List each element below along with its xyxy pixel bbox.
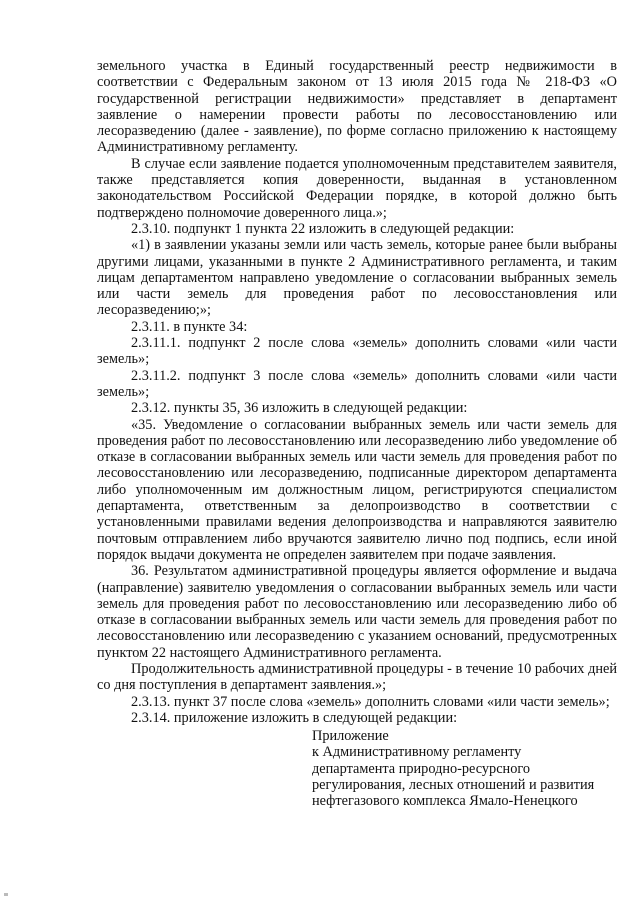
scan-edge-mark (4, 893, 8, 896)
paragraph-continuation: земельного участка в Единый государственный реестр недвижимости в соответствии с Федеральным законом от 13 июля 2015 года № 218-ФЗ «О государственной регистрации недвижимости» представляет в департамент заявление о намерении провести работы по лесовосстановлению или лесоразведению (далее - заявление), по форме согласно приложению к настоящему Административному регламенту. (97, 58, 617, 156)
paragraph-2-3-11-1: 2.3.11.1. подпункт 2 после слова «земель» дополнить словами «или части земель»; (97, 335, 617, 368)
paragraph-2-3-11: 2.3.11. в пункте 34: (131, 318, 248, 335)
document-page (97, 58, 617, 810)
paragraph-duration: Продолжительность административной процедуры - в течение 10 рабочих дней со дня поступления в департамент заявления.»; (97, 660, 617, 694)
appendix-line: Приложение (312, 728, 389, 745)
paragraph-2-3-12: 2.3.12. пункты 35, 36 изложить в следующей редакции: (131, 400, 468, 417)
paragraph-representative: В случае если заявление подается уполномоченным представителем заявителя, также представляется копия доверенности, выданная в установленном законодательством Российской Федерации порядке, в которой должно быть подтверждено полномочие доверенного лица.»; (97, 155, 617, 221)
appendix-header (312, 728, 617, 809)
appendix-line: нефтегазового комплекса Ямало-Ненецкого (312, 793, 578, 810)
paragraph-2-3-11-2: 2.3.11.2. подпункт 3 после слова «земель» дополнить словами «или части земель»; (97, 367, 617, 400)
paragraph-2-3-10: 2.3.10. подпункт 1 пункта 22 изложить в следующей редакции: (131, 220, 515, 237)
paragraph-2-3-13: 2.3.13. пункт 37 после слова «земель» дополнить словами «или части земель»; (131, 693, 610, 710)
paragraph-point-36: 36. Результатом административной процедуры является оформление и выдача (направление) заявителю уведомления о согласовании выбранных земель или части земель для проведения работ по лесовосстановлению или лесоразведению либо об отказе в согласовании выбранных земель или части земель для проведения работ по лесовосстановлению или лесоразведению с указанием оснований, предусмотренных пунктом 22 настоящего Административного регламента. (97, 563, 617, 661)
paragraph-subpoint-1: «1) в заявлении указаны земли или часть земель, которые ранее были выбраны другими лицами, указанными в пункте 2 Административного регламента, и таким лицам департаментом направлено уведомление о согласовании выбранных земель или части земель для проведения работ по лесовосстановления или лесоразведению;»; (97, 237, 617, 319)
appendix-line: к Административному регламенту (312, 744, 522, 761)
appendix-line: департамента природно-ресурсного (312, 760, 531, 777)
paragraph-point-35: «35. Уведомление о согласовании выбранных земель или части земель для проведения работ по лесовосстановлению или лесоразведению либо уведомление об отказе в согласовании выбранных земель или части земель для проведения работ по лесовосстановлению или лесоразведению, подписанные директором департамента либо уполномоченным им должностным лицом, регистрируются специалистом департамента, ответственным за делопроизводство в соответствии с установленными правилами ведения делопроизводства и направляются заявителю почтовым отправлением либо вручаются заявителю лично под подпись, если иной порядок выдачи документа не определен заявителем при подаче заявления. (97, 416, 617, 563)
paragraph-2-3-14: 2.3.14. приложение изложить в следующей редакции: (131, 709, 458, 726)
appendix-line: регулирования, лесных отношений и развития (312, 777, 595, 794)
